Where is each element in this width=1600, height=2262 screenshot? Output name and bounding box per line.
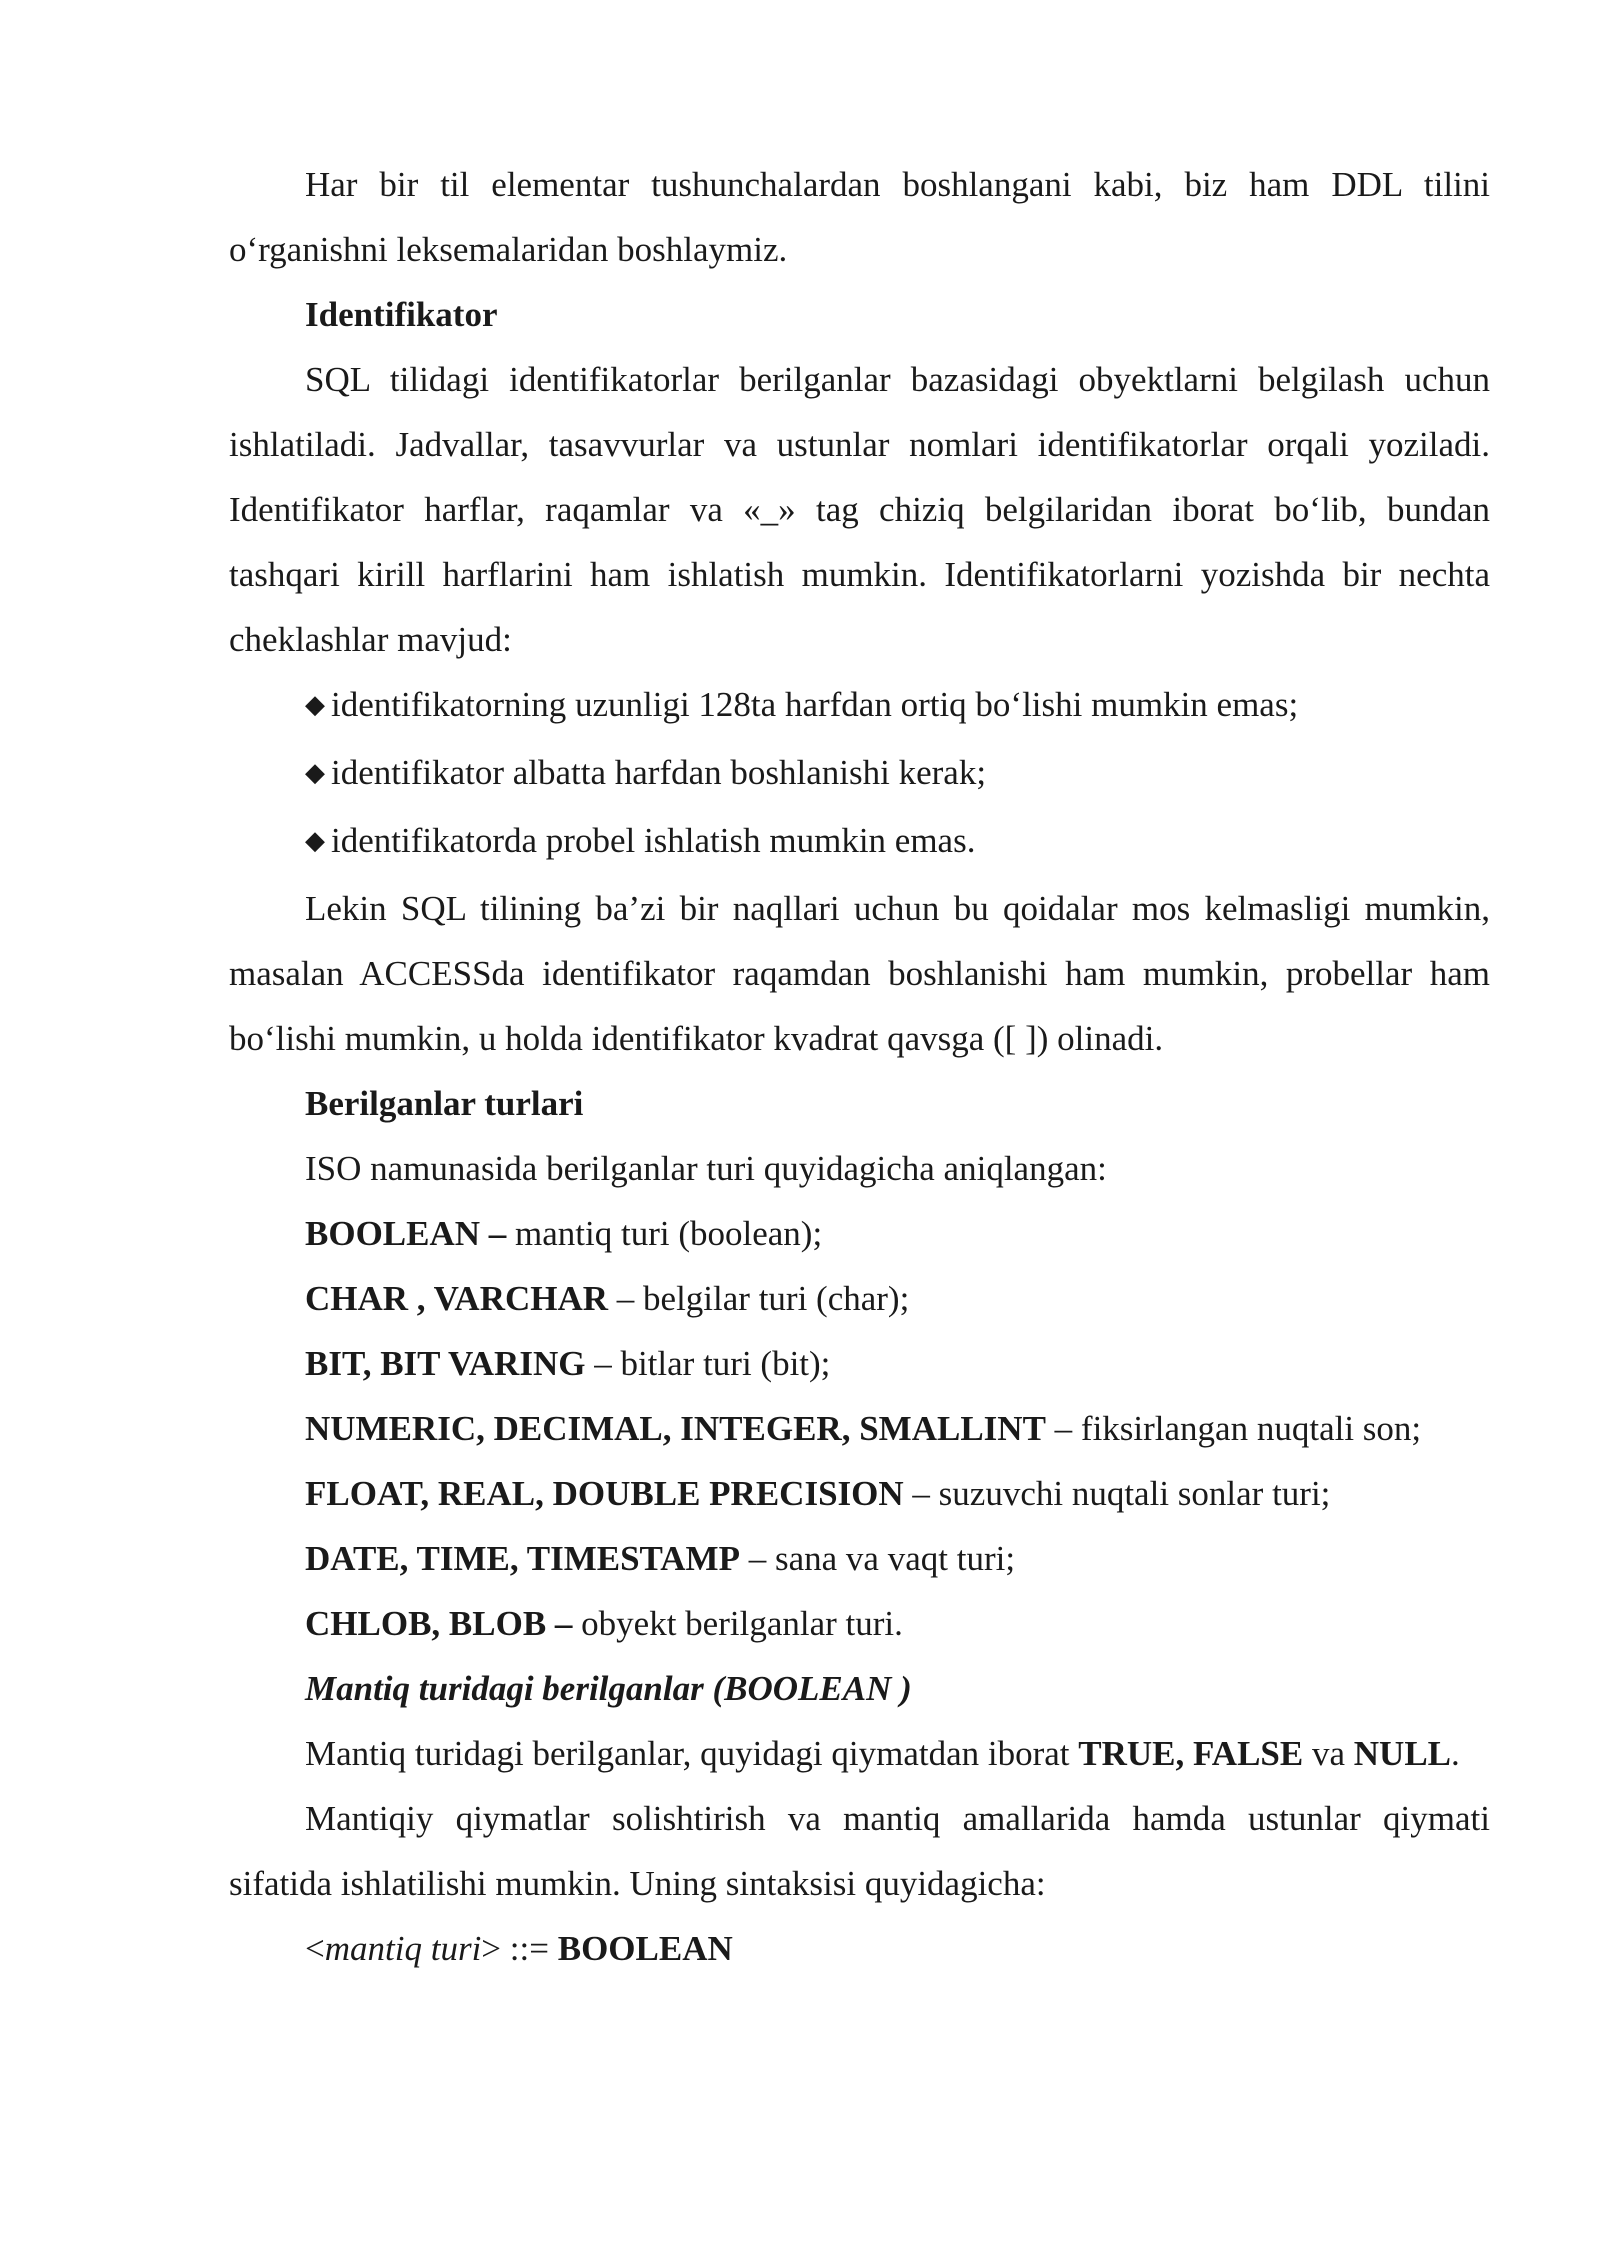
type-description: – fiksirlangan nuqtali son; (1045, 1409, 1422, 1448)
type-keyword: CHAR , VARCHAR (305, 1279, 609, 1318)
type-keyword: DATE, TIME, TIMESTAMP (305, 1539, 740, 1578)
type-description: – bitlar turi (bit); (585, 1344, 831, 1383)
type-keyword: NUMERIC, DECIMAL, INTEGER, SMALLINT (305, 1409, 1046, 1448)
diamond-bullet-icon: ◆ (305, 690, 325, 719)
type-description: – belgilar turi (char); (608, 1279, 910, 1318)
boolean-values-mid: va (1303, 1734, 1354, 1773)
syntax-term: mantiq turi (324, 1929, 482, 1968)
boolean-values-end: . (1451, 1734, 1460, 1773)
type-description: obyekt berilganlar turi. (572, 1604, 903, 1643)
types-intro: ISO namunasida berilganlar turi quyidagicha aniqlangan: (305, 1149, 1107, 1188)
type-keyword: FLOAT, REAL, DOUBLE PRECISION (305, 1474, 904, 1513)
heading-berilganlar-turlari: Berilganlar turlari (305, 1084, 584, 1123)
boolean-values-paragraph (229, 1721, 1490, 1786)
type-item-bit (229, 1331, 1490, 1396)
type-item-blob (229, 1591, 1490, 1656)
type-keyword: BOOLEAN – (305, 1214, 507, 1253)
type-item-numeric (229, 1396, 1490, 1461)
type-keyword: BIT, BIT VARING (305, 1344, 586, 1383)
type-description: mantiq turi (boolean); (506, 1214, 823, 1253)
intro-line-2: o‘rganishni leksemalaridan boshlaymiz. (229, 230, 788, 269)
type-item-float (229, 1461, 1490, 1526)
true-false-keywords: TRUE, FALSE (1078, 1734, 1304, 1773)
intro-line-1: Har bir til elementar tushunchalardan boshlangani kabi, biz ham DDL tilini (305, 165, 1490, 204)
bullet-text: identifikatorning uzunligi 128ta harfdan ortiq bo‘lishi mumkin emas; (331, 685, 1299, 724)
type-description: – sana va vaqt turi; (739, 1539, 1016, 1578)
bullet-item (229, 672, 1490, 740)
type-item-char (229, 1266, 1490, 1331)
null-keyword: NULL (1353, 1734, 1452, 1773)
exception-paragraph: Lekin SQL tilining ba’zi bir naqllari uchun bu qoidalar mos kelmasligi mumkin, masalan ACCESSda identifikator raqamdan boshlanishi ham mumkin, probellar ham bo‘lishi mumkin, u holda identifikator kvadrat qavsga ([ ]) olinadi. (229, 889, 1490, 1058)
syntax-keyword: BOOLEAN (557, 1929, 733, 1968)
type-keyword: CHLOB, BLOB – (305, 1604, 573, 1643)
boolean-usage-paragraph: Mantiqiy qiymatlar solishtirish va mantiq amallarida hamda ustunlar qiymati sifatida ishlatilishi mumkin. Uning sintaksisi quyidagicha: (229, 1799, 1490, 1903)
boolean-syntax-line (229, 1916, 1490, 1981)
bullet-item (229, 808, 1490, 876)
diamond-bullet-icon: ◆ (305, 826, 325, 855)
diamond-bullet-icon: ◆ (305, 758, 325, 787)
type-item-boolean (229, 1201, 1490, 1266)
syntax-open: < (305, 1929, 325, 1968)
bullet-item (229, 740, 1490, 808)
type-item-date (229, 1526, 1490, 1591)
type-description: – suzuvchi nuqtali sonlar turi; (903, 1474, 1331, 1513)
heading-boolean-section: Mantiq turidagi berilganlar (BOOLEAN ) (305, 1669, 912, 1708)
heading-identifikator: Identifikator (305, 295, 498, 334)
bullet-text: identifikatorda probel ishlatish mumkin emas. (331, 821, 976, 860)
identifikator-paragraph: SQL tilidagi identifikatorlar berilganlar bazasidagi obyektlarni belgilash uchun ishlatiladi. Jadvallar, tasavvurlar va ustunlar nomlari identifikatorlar orqali yoziladi. Identifikator harflar, raqamlar va «_» tag chiziq belgilaridan iborat bo‘lib, bundan tashqari kirill harflarini ham ishlatish mumkin. Identifikatorlarni yozishda bir nechta cheklashlar mavjud: (229, 360, 1490, 659)
bullet-text: identifikator albatta harfdan boshlanishi kerak; (331, 753, 987, 792)
boolean-values-text: Mantiq turidagi berilganlar, quyidagi qiymatdan iborat (305, 1734, 1079, 1773)
syntax-operator: > ::= (481, 1929, 558, 1968)
